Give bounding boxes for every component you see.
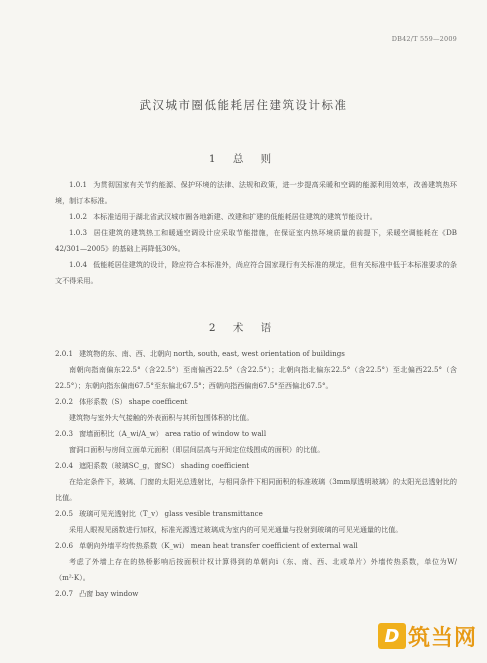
term-2-0-3-definition: 窗洞口面积与房间立面单元面积（即层间层高与开间定位线围成的面积）的比值。 (69, 445, 325, 454)
term-2-0-5-definition: 采用人眼视见函数进行加权，标准光源透过玻璃成为室内的可见光通量与投射到玻璃的可见光通量的比值。 (69, 525, 403, 534)
chapter-2-body (55, 346, 457, 602)
term-2-0-7: 2.0.7 凸窗 bay window (55, 589, 139, 598)
chapter-2-heading: 2 术 语 (208, 322, 279, 334)
term-2-0-5: 2.0.5 玻璃可见光透射比（T_v） glass vesible transmittance (55, 509, 263, 518)
term-2-0-1-definition: 南朝向指南偏东22.5°（含22.5°）至南偏西22.5°（含22.5°）；北朝向指北偏东22.5°（含22.5°）至北偏西22.5°（含22.5°）；东朝向指东偏南67.5°至东偏北67.5°；西朝向指西偏南67.5°至西偏北67.5°。 (55, 365, 457, 390)
term-2-0-3: 2.0.3 窗墙面积比（A_wi/A_w） area ratio of window to wall (55, 429, 267, 438)
term-2-0-1: 2.0.1 建筑物的东、南、西、北朝向 north, south, east, west orientation of buildings (55, 349, 345, 358)
term-2-0-2: 2.0.2 体形系数（S） shape coefficent (55, 397, 188, 406)
term-2-0-6: 2.0.6 单朝向外墙平均传热系数（K_wi） mean heat transfer coefficient of external wall (55, 541, 358, 550)
chapter-1-heading: 1 总 则 (208, 153, 279, 165)
chapter-1-body (55, 177, 457, 289)
term-2-0-4-definition: 在给定条件下，玻璃、门窗的太阳光总透射比，与相同条件下相同面积的标准玻璃（3mm厚透明玻璃）的太阳光总透射比的比值。 (55, 477, 457, 502)
site-watermark (378, 623, 477, 649)
document-title: 武汉城市圈低能耗居住建筑设计标准 (139, 98, 348, 112)
term-2-0-2-definition: 建筑物与室外大气接触的外表面积与其所包围体积的比值。 (69, 413, 254, 422)
term-2-0-4: 2.0.4 遮阳系数（玻璃SC_g，窗SC） shading coefficient (55, 461, 250, 470)
clause-1-0-2: 1.0.2 本标准适用于湖北省武汉城市圈各地新建、改建和扩建的低能耗居住建筑的建筑节能设计。 (69, 212, 377, 221)
clause-1-0-4: 1.0.4 低能耗居住建筑的设计，除应符合本标准外，尚应符合国家现行有关标准的规定，但有关标准中低于本标准要求的条文不得采用。 (55, 260, 457, 285)
standard-code: DB42/T 559—2009 (391, 35, 457, 43)
clause-1-0-3: 1.0.3 居住建筑的建筑热工和暖通空调设计应采取节能措施，在保证室内热环境质量的前提下，采暖空调能耗在《DB 42/301—2005》的基础上再降低30%。 (55, 228, 457, 253)
watermark-logo-icon: D (378, 623, 406, 649)
term-2-0-6-definition: 考虑了外墙上存在的热桥影响后按面积计权计算得到的单朝向i（东、南、西、北或单片）外墙传热系数，单位为W/（m²·K）。 (55, 557, 457, 582)
clause-1-0-1: 1.0.1 为贯彻国家有关节约能源、保护环境的法律、法规和政策，进一步提高采暖和空调的能源利用效率，改善建筑热环境，制订本标准。 (55, 180, 457, 205)
watermark-text: 筑当网 (407, 625, 477, 651)
